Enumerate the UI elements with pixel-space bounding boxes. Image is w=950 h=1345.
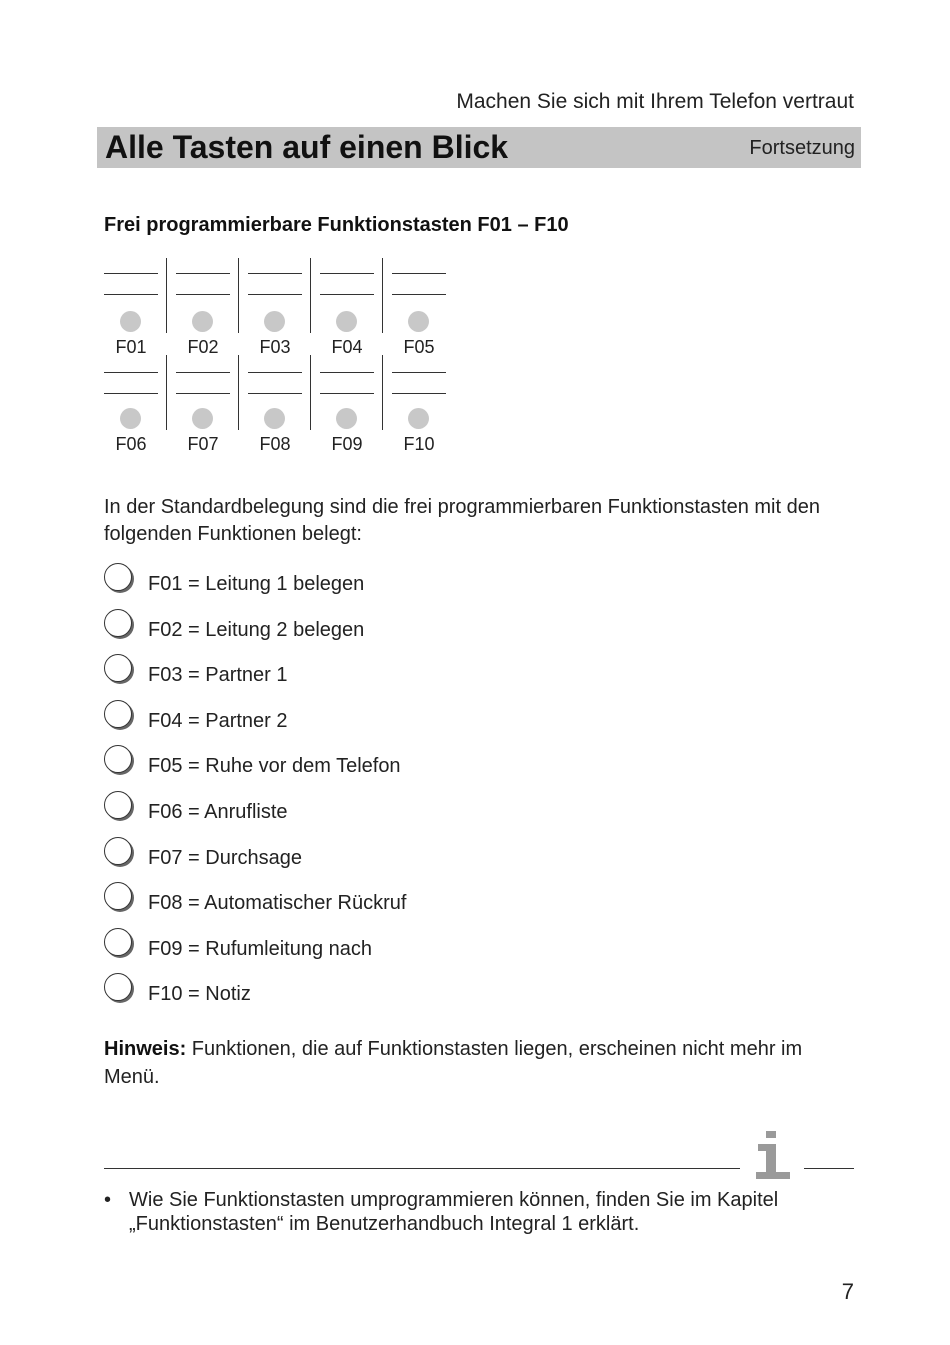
continuation-label: Fortsetzung	[749, 137, 855, 159]
function-key-f07[interactable]	[192, 408, 213, 429]
function-key-cell	[248, 256, 302, 357]
key-icon	[104, 609, 132, 637]
function-text: F05 = Ruhe vor dem Telefon	[148, 755, 401, 778]
note-text: Funktionen, die auf Funktionstasten liegen, erscheinen nicht mehr im Menü.	[104, 1038, 803, 1088]
info-icon	[752, 1124, 792, 1182]
info-divider-right	[804, 1168, 854, 1169]
function-text: F01 = Leitung 1 belegen	[148, 573, 365, 595]
key-label: F03	[259, 337, 291, 357]
page-title: Alle Tasten auf einen Blick	[105, 129, 509, 165]
list-item	[104, 563, 704, 603]
function-key-f03[interactable]	[264, 311, 285, 332]
info-divider	[104, 1168, 740, 1169]
key-label: F02	[187, 337, 219, 357]
list-item	[104, 700, 704, 740]
separator	[166, 355, 167, 430]
function-key-cell	[320, 256, 374, 357]
separator	[382, 258, 383, 333]
function-key-f04[interactable]	[336, 311, 357, 332]
key-icon	[104, 654, 132, 682]
key-label: F05	[403, 337, 435, 357]
separator	[238, 258, 239, 333]
key-icon	[104, 928, 132, 956]
separator	[238, 355, 239, 430]
function-key-cell	[248, 353, 302, 454]
bullet-icon: •	[104, 1189, 112, 1211]
function-key-f09[interactable]	[336, 408, 357, 429]
key-label: F10	[403, 434, 435, 454]
function-text: F09 = Rufumleitung nach	[148, 937, 373, 960]
info-text: Wie Sie Funktionstasten umprogrammieren können, finden Sie im Kapitel „Funktionstasten“ im Benutzerhandbuch Integral 1 erklärt.	[129, 1189, 779, 1235]
function-text: F10 = Notiz	[148, 983, 251, 1006]
key-label: F08	[259, 434, 291, 454]
running-header: Machen Sie sich mit Ihrem Telefon vertraut	[456, 90, 854, 113]
function-text: F06 = Anrufliste	[148, 801, 288, 823]
function-text: F02 = Leitung 2 belegen	[148, 618, 365, 641]
list-item	[104, 654, 704, 694]
function-key-cell	[104, 353, 158, 454]
key-icon	[104, 791, 132, 819]
key-label: F06	[115, 434, 147, 454]
key-label: F09	[331, 434, 363, 454]
function-key-cell	[176, 353, 230, 454]
key-icon	[104, 882, 132, 910]
function-text: F08 = Automatischer Rückruf	[148, 892, 407, 915]
function-key-cell	[392, 353, 446, 454]
section-heading: Frei programmierbare Funktionstasten F01 – F10	[104, 214, 569, 236]
list-item	[104, 791, 704, 831]
key-icon	[104, 563, 132, 591]
note-paragraph	[104, 1035, 844, 1091]
function-text: F07 = Durchsage	[148, 846, 302, 869]
key-icon	[104, 973, 132, 1001]
list-item	[104, 837, 704, 877]
list-item	[104, 928, 704, 968]
key-icon	[104, 837, 132, 865]
function-key-f08[interactable]	[264, 408, 285, 429]
list-item	[104, 882, 704, 922]
function-key-cell	[392, 256, 446, 357]
title-bar	[97, 127, 861, 168]
separator	[310, 258, 311, 333]
key-icon	[104, 745, 132, 773]
function-text: F04 = Partner 2	[148, 709, 288, 732]
key-label: F07	[187, 434, 219, 454]
function-key-cell	[176, 256, 230, 357]
key-label: F04	[331, 337, 363, 357]
page-number: 7	[841, 1279, 854, 1304]
function-key-grid	[104, 256, 464, 466]
list-item	[104, 609, 704, 649]
separator	[166, 258, 167, 333]
function-key-f10[interactable]	[408, 408, 429, 429]
note-label: Hinweis:	[104, 1038, 187, 1060]
function-key-f01[interactable]	[120, 311, 141, 332]
function-text: F03 = Partner 1	[148, 664, 288, 687]
intro-paragraph: In der Standardbelegung sind die frei programmierbaren Funktionstasten mit den folgenden Funktionen belegt:	[104, 496, 820, 545]
function-key-f02[interactable]	[192, 311, 213, 332]
function-key-cell	[104, 256, 158, 357]
function-key-f05[interactable]	[408, 311, 429, 332]
separator	[310, 355, 311, 430]
key-icon	[104, 700, 132, 728]
key-label: F01	[115, 337, 147, 357]
function-key-cell	[320, 353, 374, 454]
function-key-f06[interactable]	[120, 408, 141, 429]
list-item	[104, 745, 704, 785]
separator	[382, 355, 383, 430]
list-item	[104, 973, 704, 1013]
